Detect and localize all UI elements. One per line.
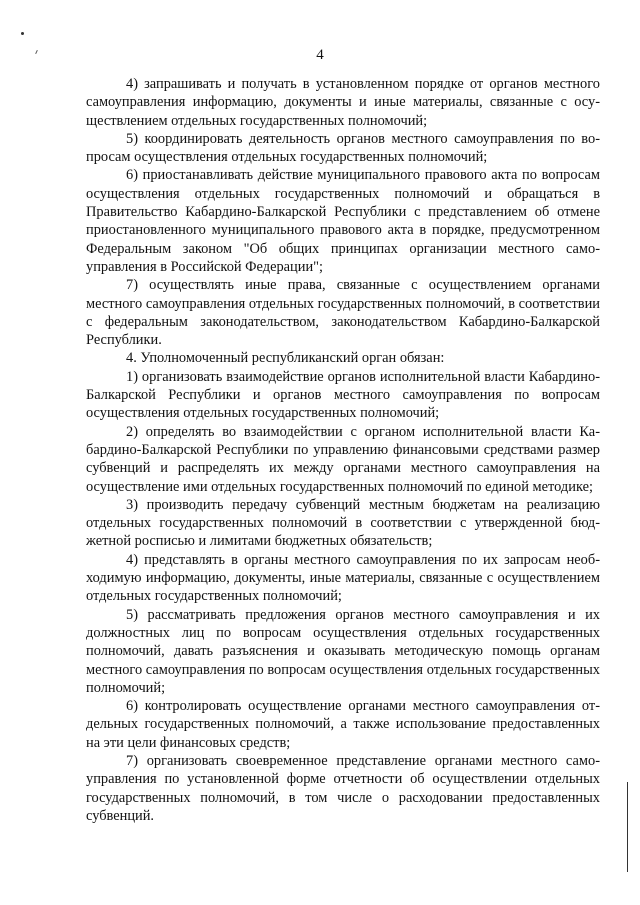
page-number: 4 bbox=[316, 47, 324, 63]
paragraph-duty-1: 1) организовать взаимодействие органов исполнительной власти Кабардино-Балкарской Республики и органов местного самоуправления по вопросам осуществления отдельных государственных полномочий; bbox=[86, 368, 600, 422]
paragraph-duty-7: 7) организовать своевременное представление органами местного самоуправления по установленной форме отчетности об осуществлении отдельных государственных полномочий, в том числе о расходовании предоставленных субвенций. bbox=[86, 752, 600, 824]
paragraph-duty-6: 6) контролировать осуществление органами местного самоуправления отдельных государственных полномочий, а также использование предоставленных на эти цели финансовых средств; bbox=[86, 698, 600, 751]
scan-margin-line bbox=[627, 782, 628, 872]
paragraph-duty-4: 4) представлять в органы местного самоуправления по их запросам необходимую информацию, документы, иные материалы, связанные с осуществлением отдельных государственных полномочий; bbox=[86, 551, 600, 605]
paragraph-duty-3: 3) производить передачу субвенций местным бюджетам на реализацию отдельных государственных полномочий в соответствии с утвержденной бюджетной росписью и лимитами бюджетных обязательств; bbox=[86, 496, 600, 550]
paragraph-right-5: 5) координировать деятельность органов местного самоуправления по вопросам осуществления отдельных государственных полномочий; bbox=[86, 130, 600, 166]
scan-mark-dot bbox=[21, 32, 24, 35]
paragraph-right-4: 4) запрашивать и получать в установленном порядке от органов местного самоуправления информацию, документы и иные материалы, связанные с осуществлением отдельных государственных полномочий; bbox=[86, 76, 600, 129]
paragraph-right-7: 7) осуществлять иные права, связанные с осуществлением органами местного самоуправления отдельных государственных полномочий, в соответствии с федеральным законодательством, законодательством Кабардино-Балкарской Республики. bbox=[86, 277, 600, 349]
document-body bbox=[86, 75, 600, 825]
paragraph-right-6: 6) приостанавливать действие муниципального правового акта по вопросам осуществления отдельных государственных полномочий и обращаться в Правительство Кабардино-Балкарской Республики с представлением об отмене приостановленного муниципального правового акта в порядке, предусмотренном Федеральным законом "Об общих принципах организации местного самоуправления в Российской Федерации"; bbox=[86, 167, 600, 275]
paragraph-section-4-heading: 4. Уполномоченный республиканский орган обязан: bbox=[126, 350, 445, 367]
paragraph-duty-2: 2) определять во взаимодействии с органом исполнительной власти Кабардино-Балкарской Республики по управлению финансовыми средствами размер субвенций и распределять их между органами местного самоуправления на осуществление ими отдельных государственных полномочий по единой методике; bbox=[86, 423, 600, 495]
paragraph-duty-5: 5) рассматривать предложения органов местного самоуправления и их должностных лиц по вопросам осуществления отдельных государственных полномочий, давать разъяснения и оказывать методическую помощь органам местного самоуправления по вопросам осуществления отдельных государственных полномочий; bbox=[86, 606, 600, 696]
